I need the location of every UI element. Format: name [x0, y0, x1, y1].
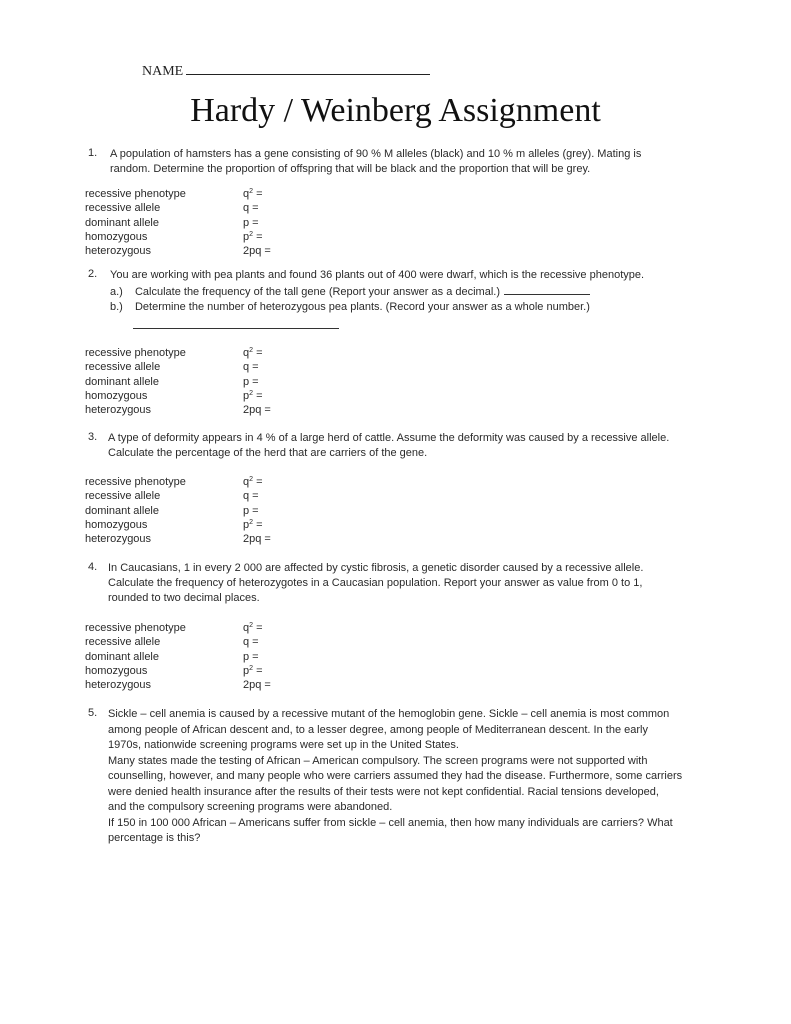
question-5-line: among people of African descent and, to a lesser degree, among people of Mediterranean descent. In the early	[108, 723, 648, 736]
variable-label: homozygous	[85, 389, 148, 402]
page-title: Hardy / Weinberg Assignment	[190, 92, 601, 129]
variable-label: heterozygous	[85, 679, 152, 692]
question-1-number: 1.	[88, 147, 98, 159]
variable-formula: 2pq =	[243, 404, 271, 417]
variable-formula: 2pq =	[243, 679, 271, 692]
question-5-line: Sickle – cell anemia is caused by a recessive mutant of the hemoglobin gene. Sickle – cell anemia is most common	[108, 708, 670, 720]
question-2b-label: b.)	[110, 301, 123, 313]
question-2a-text: Calculate the frequency of the tall gene (Report your answer as a decimal.)	[134, 286, 500, 298]
variable-label: dominant allele	[85, 216, 159, 229]
question-2a	[110, 284, 590, 300]
question-2-line: You are working with pea plants and found 36 plants out of 400 were dwarf, which is the recessive phenotype.	[110, 269, 645, 281]
variable-label: recessive phenotype	[85, 622, 186, 634]
variable-formula: p =	[243, 375, 259, 388]
question-5-line: percentage is this?	[108, 832, 201, 844]
question-5-line: If 150 in 100 000 African – Americans suffer from sickle – cell anemia, then how many individuals are carriers? What	[108, 816, 673, 829]
variable-label: recessive phenotype	[85, 347, 186, 359]
variable-label: recessive allele	[85, 202, 161, 215]
variable-formula: 2pq =	[243, 245, 271, 258]
question-3-line: Calculate the percentage of the herd that are carriers of the gene.	[108, 447, 428, 459]
variable-formula: p =	[243, 216, 259, 229]
variable-label: dominant allele	[85, 650, 159, 663]
variable-label: recessive phenotype	[85, 476, 186, 488]
question-5-line: were denied health insurance after the results of their tests were not kept confidential. Racial tensions developed,	[108, 785, 659, 798]
question-5-number: 5.	[88, 707, 98, 719]
question-5-line: counselling, however, and many people who were carriers assumed they had the disease. Furthermore, some carriers	[108, 770, 683, 782]
question-4-number: 4.	[88, 561, 98, 573]
variable-formula: q =	[243, 636, 259, 649]
name-label: NAME	[142, 64, 184, 79]
variable-formula: $q^2$ =	[243, 188, 263, 200]
question-4-line: In Caucasians, 1 in every 2 000 are affected by cystic fibrosis, a genetic disorder caused by a recessive allele.	[108, 562, 644, 574]
variable-formula: $q^2$ =	[243, 347, 263, 359]
name-blank-line[interactable]	[186, 62, 430, 75]
question-2-text	[110, 268, 644, 283]
variable-label: homozygous	[85, 664, 148, 677]
variable-label: dominant allele	[85, 375, 159, 388]
variable-formula: $q^2$ =	[243, 622, 263, 634]
question-1-text	[110, 147, 641, 177]
question-3-number: 3.	[88, 431, 98, 443]
variable-formula: $q^2$ =	[243, 476, 263, 488]
question-2b-answer-line[interactable]	[133, 328, 339, 329]
question-5-line: 1970s, nationwide screening programs were set up in the United States.	[108, 739, 459, 751]
question-2a-answer-line[interactable]	[504, 284, 590, 295]
question-2a-label: a.)	[110, 286, 123, 298]
variable-label: heterozygous	[85, 245, 152, 258]
variable-label: heterozygous	[85, 404, 152, 417]
name-field-row	[142, 62, 430, 80]
variable-formula: q =	[243, 202, 259, 215]
question-4-line: rounded to two decimal places.	[108, 592, 260, 604]
variable-label: heterozygous	[85, 533, 152, 546]
variable-label: recessive allele	[85, 636, 161, 649]
variable-label: homozygous	[85, 230, 148, 243]
variable-formula: $p^2$ =	[243, 230, 263, 243]
variable-label: homozygous	[85, 518, 148, 531]
question-4-text	[108, 561, 643, 606]
question-5-text	[108, 707, 682, 847]
question-5-line: Many states made the testing of African – American compulsory. The screen programs were not supported with	[108, 754, 648, 767]
variable-formula: p =	[243, 504, 259, 517]
question-2-number: 2.	[88, 268, 98, 280]
question-3-line: A type of deformity appears in 4 % of a large herd of cattle. Assume the deformity was caused by a recessive allele.	[108, 432, 670, 444]
variable-formula: q =	[243, 361, 259, 374]
variable-formula: $p^2$ =	[243, 664, 263, 677]
question-2b	[110, 300, 590, 315]
variable-formula: $p^2$ =	[243, 389, 263, 402]
question-5-line: and the compulsory screening programs were abandoned.	[108, 801, 393, 813]
variable-formula: $p^2$ =	[243, 518, 263, 531]
question-3-text	[108, 431, 669, 461]
question-4-line: Calculate the frequency of heterozygotes in a Caucasian population. Report your answer as value from 0 to 1,	[108, 577, 643, 589]
question-2b-text: Determine the number of heterozygous pea plants. (Record your answer as a whole number.)	[134, 301, 590, 313]
question-1-line: random. Determine the proportion of offspring that will be black and the proportion that will be grey.	[110, 163, 591, 175]
variable-label: recessive allele	[85, 361, 161, 374]
variable-label: recessive allele	[85, 490, 161, 503]
variable-label: recessive phenotype	[85, 188, 186, 200]
variable-formula: 2pq =	[243, 533, 271, 546]
variable-formula: q =	[243, 490, 259, 503]
variable-label: dominant allele	[85, 504, 159, 517]
variable-formula: p =	[243, 650, 259, 663]
question-1-line: A population of hamsters has a gene consisting of 90 % M alleles (black) and 10 % m alleles (grey). Mating is	[110, 148, 642, 160]
